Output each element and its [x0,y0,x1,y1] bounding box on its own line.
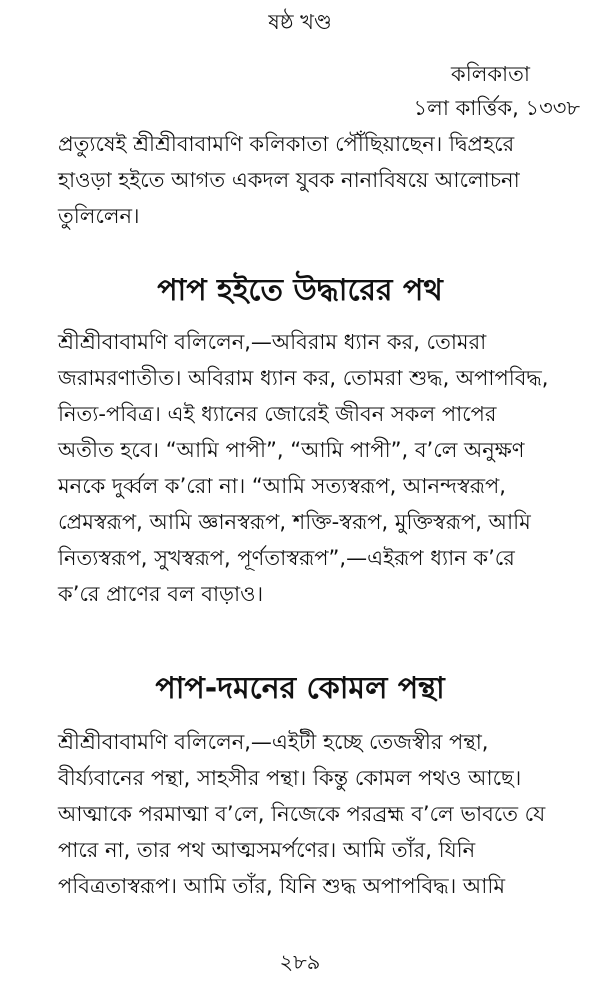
place-line: কলিকাতা [451,62,530,86]
text-line: প্রত্যুষেই শ্রীশ্রীবাবামণি কলিকাতা পৌঁছিয়াছেন। দ্বিপ্রহরে [58,132,515,156]
text-line: ক’রে প্রাণের বল বাড়াও। [58,582,264,606]
text-line: নিত্যস্বরূপ, সুখস্বরূপ, পূর্ণতাস্বরূপ”,—এইরূপ ধ্যান ক’রে [58,546,515,570]
text-line: পারে না, তার পথ আত্মসমর্পণের। আমি তাঁর, যিনি [58,838,476,862]
section-heading-2: পাপ-দমনের কোমল পন্থা [155,671,445,706]
text-line: অতীত হবে। “আমি পাপী”, “আমি পাপী”, ব’লে অনুক্ষণ [58,438,525,462]
page-number: ২৮৯ [279,950,321,974]
section1-paragraph [20,324,582,612]
text-line: বীর্য্যবানের পন্থা, সাহসীর পন্থা। কিন্তু কোমল পথও আছে। [58,766,522,790]
text-line: তুলিলেন। [58,204,140,228]
running-head: ষষ্ঠ খণ্ড [268,10,332,34]
intro-paragraph [20,126,582,234]
text-line: হাওড়া হইতে আগত একদল যুবক নানাবিষয়ে আলোচনা [58,168,520,192]
date-line: ১লা কার্ত্তিক, ১৩৩৮ [413,96,580,120]
section-heading-1: পাপ হইতে উদ্ধারের পথ [157,273,443,308]
text-line: মনকে দুর্ব্বল ক’রো না। “আমি সত্যস্বরূপ, আনন্দস্বরূপ, [58,474,506,498]
text-line: শ্রীশ্রীবাবামণি বলিলেন,—অবিরাম ধ্যান কর, তোমরা [58,330,487,354]
text-line: জরামরণাতীত। অবিরাম ধ্যান কর, তোমরা শুদ্ধ, অপাপবিদ্ধ, [58,366,549,390]
text-line: নিত্য-পবিত্র। এই ধ্যানের জোরেই জীবন সকল পাপের [58,402,497,426]
text-line: আত্মাকে পরমাত্মা ব’লে, নিজেকে পরব্রহ্ম ব’লে ভাবতে যে [58,802,546,826]
text-line: প্রেমস্বরূপ, আমি জ্ঞানস্বরূপ, শক্তি-স্বরূপ, মুক্তিস্বরূপ, আমি [58,510,531,534]
text-line: শ্রীশ্রীবাবামণি বলিলেন,—এইটী হচ্ছে তেজস্বীর পন্থা, [58,730,489,754]
section2-paragraph [20,724,582,904]
text-line: পবিত্রতাস্বরূপ। আমি তাঁর, যিনি শুদ্ধ অপাপবিদ্ধ। আমি [58,874,506,898]
